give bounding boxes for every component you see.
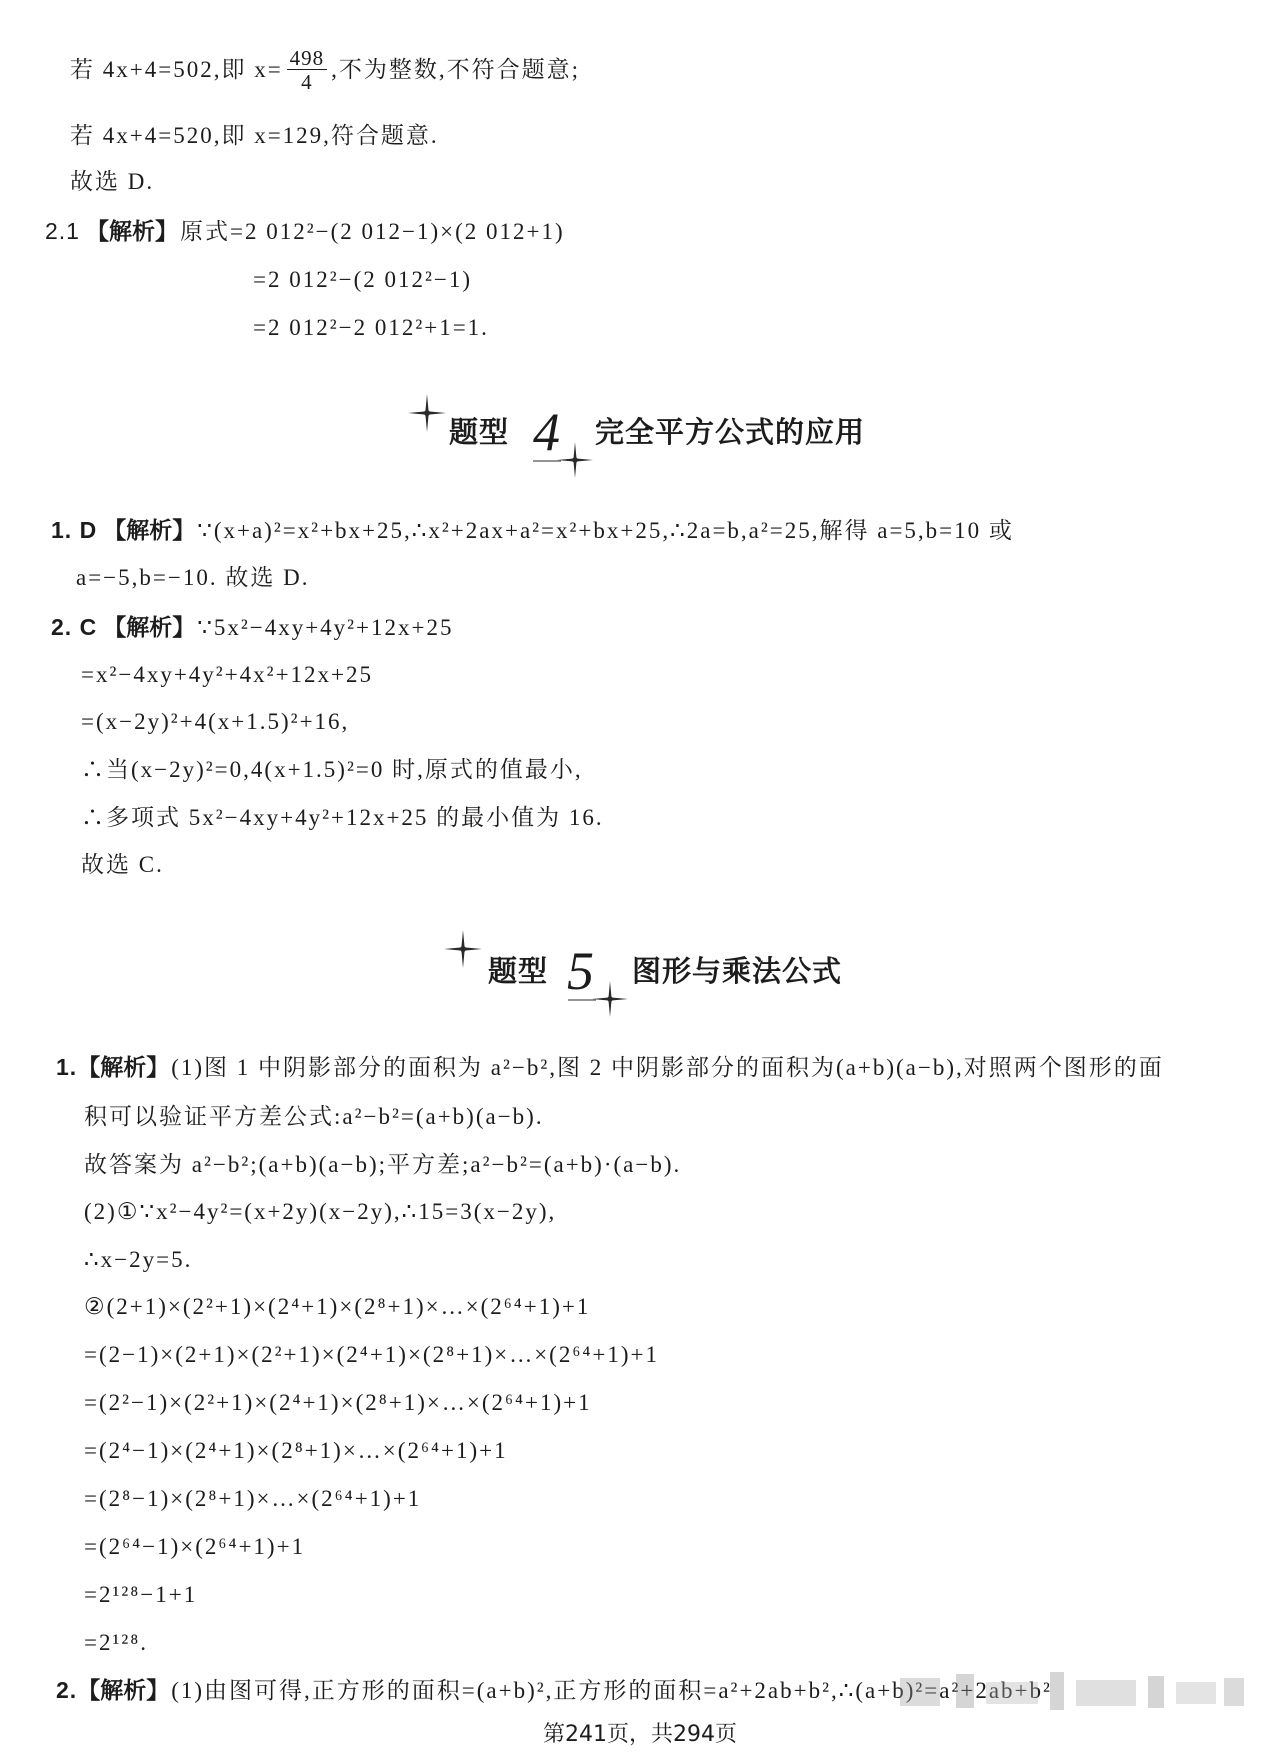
- topic-4-question-2-line-2: =x²−4xy+4y²+4x²+12x+25: [81, 662, 374, 687]
- question-2-1-line-3: =2 012²−2 012²+1=1.: [253, 315, 489, 340]
- section-heading-prefix: 题型: [449, 415, 510, 449]
- topic-4-question-1-line-2: a=−5,b=−10. 故选 D.: [76, 565, 310, 590]
- sparkle-icon: [443, 929, 483, 969]
- section-heading-title: 图形与乘法公式: [632, 954, 843, 988]
- fraction: [287, 48, 328, 92]
- case-1-remark: ,不为整数,不符合题意;: [331, 57, 581, 82]
- fraction-denominator: 4: [301, 70, 313, 94]
- watermark: [900, 1668, 1250, 1716]
- topic-4-question-2-line-6: 故选 C.: [81, 852, 164, 877]
- section-heading-prefix: 题型: [488, 954, 549, 988]
- question-2-1-line-1: [45, 217, 565, 245]
- analysis-tag: 【解析】: [77, 1678, 170, 1704]
- topic-5-question-1-line-5: ∴x−2y=5.: [84, 1247, 193, 1272]
- topic-5-question-1-line-12: =2¹²⁸−1+1: [84, 1582, 198, 1607]
- sparkle-icon: [566, 979, 630, 1019]
- case-2-line: 若 4x+4=520,即 x=129,符合题意.: [70, 123, 439, 148]
- topic-5-question-1-line-10: =(2⁸−1)×(2⁸+1)×…×(2⁶⁴+1)+1: [84, 1486, 422, 1511]
- equation-text: ∵5x²−4xy+4y²+12x+25: [197, 615, 454, 640]
- sparkle-icon: [531, 440, 595, 480]
- topic-5-question-1-line-3: 故答案为 a²−b²;(a+b)(a−b);平方差;a²−b²=(a+b)·(a−b).: [84, 1152, 682, 1177]
- conclusion-line: 故选 D.: [70, 169, 155, 194]
- answer-text: (1)图 1 中阴影部分的面积为 a²−b²,图 2 中阴影部分的面积为(a+b)(a−b),对照两个图形的面: [171, 1055, 1164, 1080]
- answer-text: (1)由图可得,正方形的面积=(a+b)²,正方形的面积=a²+2ab+b²,∴(a+b)²=a²+2ab+b²: [171, 1678, 1052, 1703]
- case-1-text: 若 4x+4=502,即 x=: [70, 57, 283, 82]
- topic-5-question-1-line-4: (2)①∵x²−4y²=(x+2y)(x−2y),∴15=3(x−2y),: [84, 1199, 557, 1224]
- analysis-tag: 【解析】: [85, 219, 178, 245]
- question-2-1-line-2: =2 012²−(2 012²−1): [253, 267, 473, 292]
- page-number-footer: 第241页，共294页: [543, 1722, 737, 1747]
- topic-5-question-1-line-1: [56, 1053, 1164, 1081]
- case-1-line: [70, 48, 580, 92]
- analysis-tag: 【解析】: [77, 1055, 170, 1081]
- question-number: 2.: [56, 1677, 78, 1703]
- topic-5-question-1-line-9: =(2⁴−1)×(2⁴+1)×(2⁸+1)×…×(2⁶⁴+1)+1: [84, 1438, 508, 1463]
- topic-5-question-1-line-7: =(2−1)×(2+1)×(2²+1)×(2⁴+1)×(2⁸+1)×…×(2⁶⁴+1)+1: [84, 1342, 659, 1367]
- topic-5-question-1-line-13: =2¹²⁸.: [84, 1630, 149, 1655]
- topic-4-question-2-line-5: ∴多项式 5x²−4xy+4y²+12x+25 的最小值为 16.: [81, 805, 604, 830]
- section-heading-number: 4: [533, 402, 560, 462]
- topic-5-question-1-line-11: =(2⁶⁴−1)×(2⁶⁴+1)+1: [84, 1534, 306, 1559]
- equation-text: ∵(x+a)²=x²+bx+25,∴x²+2ax+a²=x²+bx+25,∴2a=b,a²=25,解得 a=5,b=10 或: [197, 518, 1014, 543]
- question-number: 2. C: [51, 614, 98, 640]
- analysis-tag: 【解析】: [103, 518, 196, 544]
- fraction-numerator: 498: [287, 48, 328, 70]
- topic-4-question-1-line-1: [51, 516, 1014, 544]
- question-number: 1.: [56, 1054, 78, 1080]
- topic-4-question-2-line-4: ∴当(x−2y)²=0,4(x+1.5)²=0 时,原式的值最小,: [81, 757, 583, 782]
- topic-4-question-2-line-3: =(x−2y)²+4(x+1.5)²+16,: [81, 709, 350, 734]
- sparkle-icon: [407, 393, 447, 433]
- section-heading-title: 完全平方公式的应用: [595, 415, 866, 449]
- question-number: 2.1: [45, 218, 80, 244]
- analysis-tag: 【解析】: [103, 615, 196, 641]
- equation-text: 原式=2 012²−(2 012−1)×(2 012+1): [179, 219, 565, 244]
- topic-4-question-2-line-1: [51, 613, 454, 641]
- topic-5-question-1-line-6: ②(2+1)×(2²+1)×(2⁴+1)×(2⁸+1)×…×(2⁶⁴+1)+1: [84, 1294, 591, 1319]
- topic-5-question-1-line-8: =(2²−1)×(2²+1)×(2⁴+1)×(2⁸+1)×…×(2⁶⁴+1)+1: [84, 1390, 592, 1415]
- section-heading-number: 5: [567, 941, 594, 1001]
- question-number: 1. D: [51, 517, 98, 543]
- topic-5-question-1-line-2: 积可以验证平方差公式:a²−b²=(a+b)(a−b).: [84, 1104, 544, 1129]
